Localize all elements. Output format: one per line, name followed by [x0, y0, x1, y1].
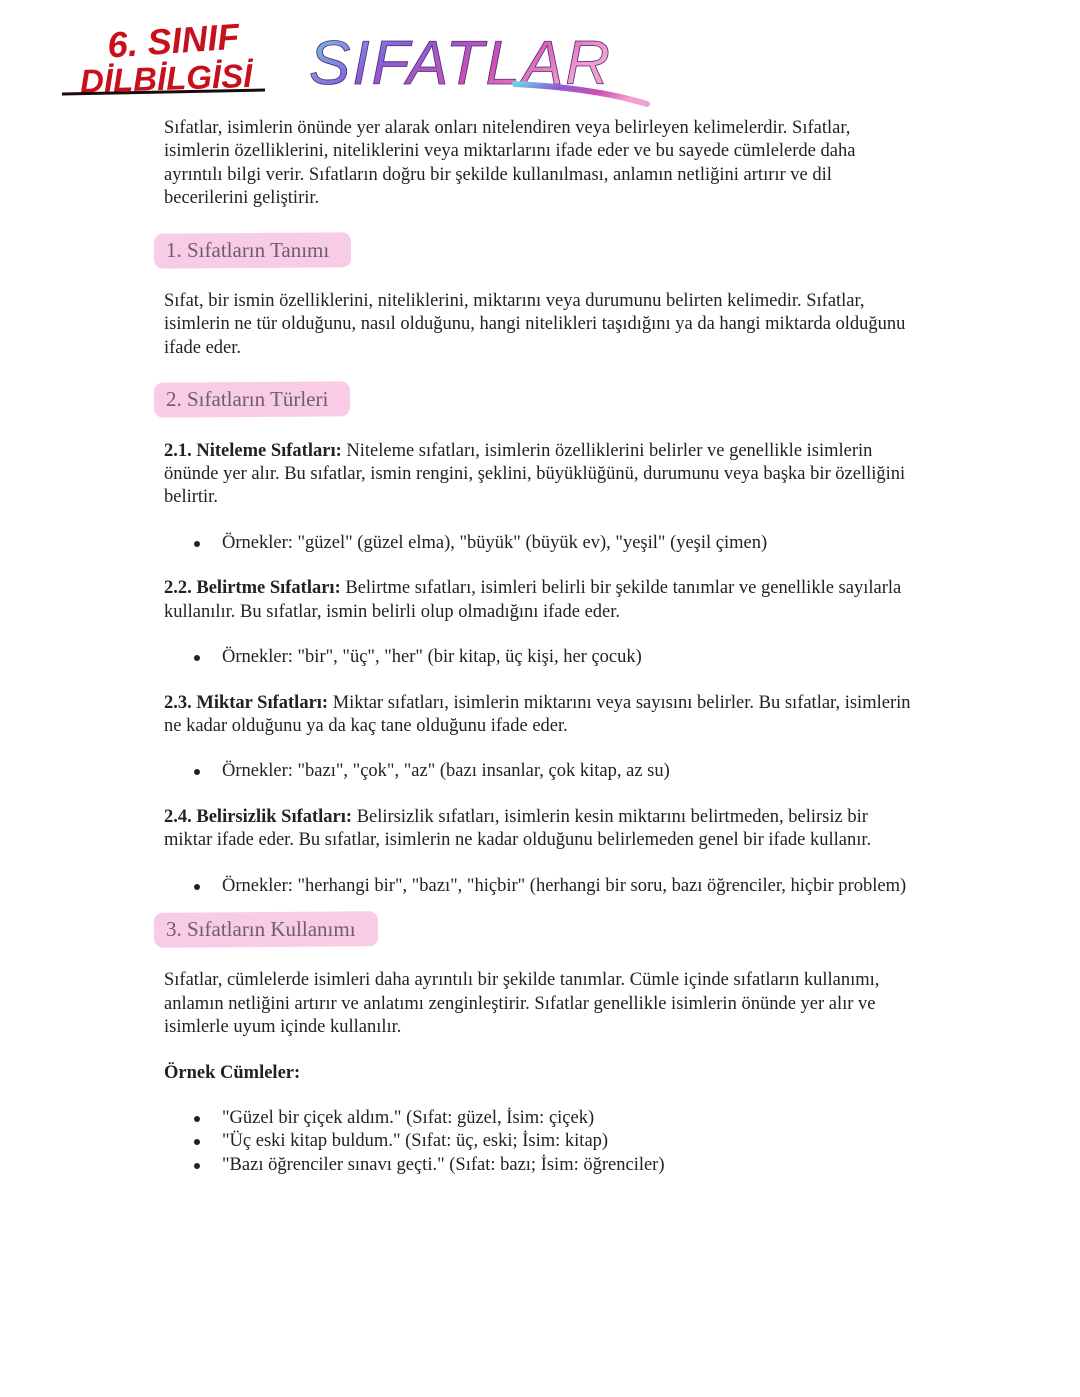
usage-paragraph: Sıfatlar, cümlelerde isimleri daha ayrıntılı bir şekilde tanımlar. Cümle içinde sıfatların kullanımı, anlamın netliğini artırır ve anlatımı zenginleştirir. Sıfatlar genellikle isimlerin önünde yer alır ve isimlerle uyum içinde kullanılır.	[164, 970, 880, 1038]
example-item: Örnekler: "bir", "üç", "her" (bir kitap, üç kişi, her çocuk)	[222, 646, 914, 669]
example-sentence: "Güzel bir çiçek aldım." (Sıfat: güzel, İsim: çiçek)	[222, 1107, 914, 1130]
grade-line1: 6. SINIF	[106, 15, 241, 66]
bullet-icon	[194, 884, 200, 890]
example-item: Örnekler: "güzel" (güzel elma), "büyük" (büyük ev), "yeşil" (yeşil çimen)	[222, 532, 914, 555]
bullet-icon	[194, 541, 200, 547]
title-logo	[305, 18, 655, 110]
section-heading-usage: 3. Sıfatların Kullanımı	[164, 912, 378, 947]
example-list	[164, 646, 914, 669]
example-sentence: "Üç eski kitap buldum." (Sıfat: üç, eski; İsim: kitap)	[222, 1130, 914, 1153]
type-paragraph: 2.1. Niteleme Sıfatları: Niteleme sıfatları, isimlerin özelliklerini belirler ve genellikle isimlerin önünde yer alır. Bu sıfatlar, ismin rengini, şeklini, büyüklüğünü, durumunu veya başka bir özelliğini belirtir.	[164, 440, 906, 508]
example-sentence-list	[164, 1107, 914, 1177]
example-item: Örnekler: "bazı", "çok", "az" (bazı insanlar, çok kitap, az su)	[222, 760, 914, 783]
type-paragraph: 2.4. Belirsizlik Sıfatları: Belirsizlik sıfatları, isimlerin kesin miktarını belirtmeden, belirsiz bir miktar ifade eder. Bu sıfatlar, isimlerin ne kadar olduğunu belirlemeden genel bir ifade kullanır.	[164, 806, 872, 851]
intro-paragraph: Sıfatlar, isimlerin önünde yer alarak onları nitelendiren veya belirleyen kelimelerdir. Sıfatlar, isimlerin özelliklerini, niteliklerini veya miktarlarını ifade eder ve bu sayede cümlelerde daha ayrıntılı bilgi verir. Sıfatların doğru bir şekilde kullanılması, anlamın netliğini artırır ve dil becerilerini geliştirir.	[164, 118, 856, 209]
section-heading-types: 2. Sıfatların Türleri	[164, 382, 350, 417]
bullet-icon	[194, 1139, 200, 1145]
type-paragraph: 2.2. Belirtme Sıfatları: Belirtme sıfatları, isimleri belirli bir şekilde tanımlar ve genellikle sayılarla kullanılır. Bu sıfatlar, ismin belirli olup olmadığını ifade eder.	[164, 578, 902, 622]
grade-line2: DİLBİLGİSİ	[79, 56, 253, 100]
definition-paragraph: Sıfat, bir ismin özelliklerini, niteliklerini, miktarını veya durumunu belirten kelimedir. Sıfatlar, isimlerin ne tür olduğunu, nasıl olduğunu, hangi nitelikleri taşıdığını ya da hangi miktarda olduğunu ifade eder.	[164, 291, 906, 358]
example-list	[164, 760, 914, 783]
example-list	[164, 532, 914, 555]
bullet-icon	[194, 1116, 200, 1122]
example-list	[164, 875, 914, 898]
section-heading-definition: 1. Sıfatların Tanımı	[164, 233, 351, 268]
page-title: SIFATLAR	[309, 29, 613, 98]
type-paragraph: 2.3. Miktar Sıfatları: Miktar sıfatları, isimlerin miktarını veya sayısını belirler. Bu sıfatlar, isimlerin ne kadar olduğunu ya da kaç tane olduğunu ifade eder.	[164, 692, 911, 736]
bullet-icon	[194, 1163, 200, 1169]
document-body	[164, 117, 914, 1177]
example-item: Örnekler: "herhangi bir", "bazı", "hiçbir" (herhangi bir soru, bazı öğrenciler, hiçbir problem)	[222, 875, 914, 898]
example-sentence: "Bazı öğrenciler sınavı geçti." (Sıfat: bazı; İsim: öğrenciler)	[222, 1154, 914, 1177]
page-header	[0, 0, 1080, 118]
bullet-icon	[194, 769, 200, 775]
bullet-icon	[194, 655, 200, 661]
examples-label: Örnek Cümleler:	[164, 1062, 301, 1083]
grade-logo	[60, 10, 270, 100]
